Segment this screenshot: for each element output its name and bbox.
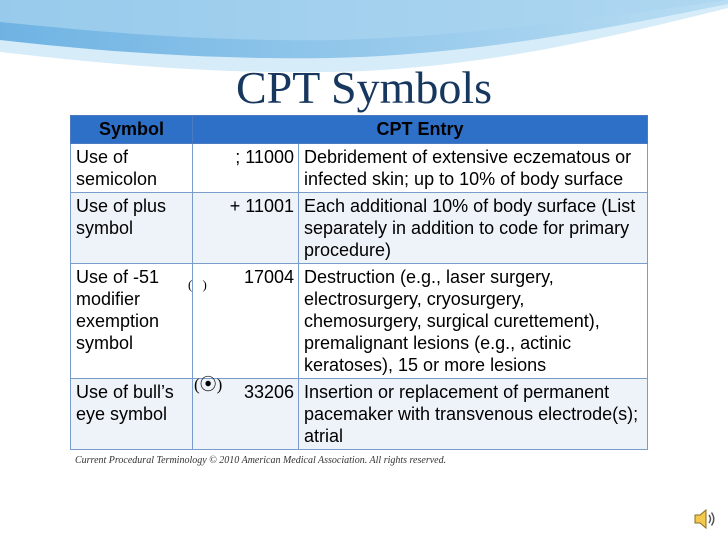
table-row xyxy=(71,379,648,450)
speaker-icon[interactable] xyxy=(692,506,718,532)
entry-cell: Insertion or replacement of permanent pacemaker with transvenous electrode(s); atrial xyxy=(299,379,648,450)
symbol-cell: Use of -51 modifier exemption symbol xyxy=(71,264,193,379)
code-cell: ; 11000 xyxy=(193,144,299,193)
table-row xyxy=(71,193,648,264)
table-row xyxy=(71,144,648,193)
table-row xyxy=(71,264,648,379)
symbol-cell: Use of bull’s eye symbol xyxy=(71,379,193,450)
code-cell: + 11001 xyxy=(193,193,299,264)
copyright-footer: Current Procedural Terminology © 2010 American Medical Association. All rights reserved. xyxy=(75,455,447,466)
symbol-cell: Use of semicolon xyxy=(71,144,193,193)
column-header-symbol: Symbol xyxy=(71,116,193,144)
code-cell: 33206 xyxy=(193,379,299,450)
code-cell: 17004 xyxy=(193,264,299,379)
table-header-row xyxy=(71,116,648,144)
slide-title: CPT Symbols xyxy=(235,62,493,113)
modifier-51-exempt-symbol-icon: (⃠) xyxy=(188,277,207,292)
bulls-eye-symbol-icon: (⦿) xyxy=(194,375,223,394)
entry-cell: Debridement of extensive eczematous or infected skin; up to 10% of body surface xyxy=(299,144,648,193)
cpt-symbols-table xyxy=(70,115,648,450)
column-header-cpt-entry: CPT Entry xyxy=(193,116,648,144)
entry-cell: Each additional 10% of body surface (List separately in addition to code for primary procedure) xyxy=(299,193,648,264)
entry-cell: Destruction (e.g., laser surgery, electrosurgery, cryosurgery, chemosurgery, surgical curettement), premalignant lesions (e.g., actinic keratoses), 15 or more lesions xyxy=(299,264,648,379)
symbol-cell: Use of plus symbol xyxy=(71,193,193,264)
